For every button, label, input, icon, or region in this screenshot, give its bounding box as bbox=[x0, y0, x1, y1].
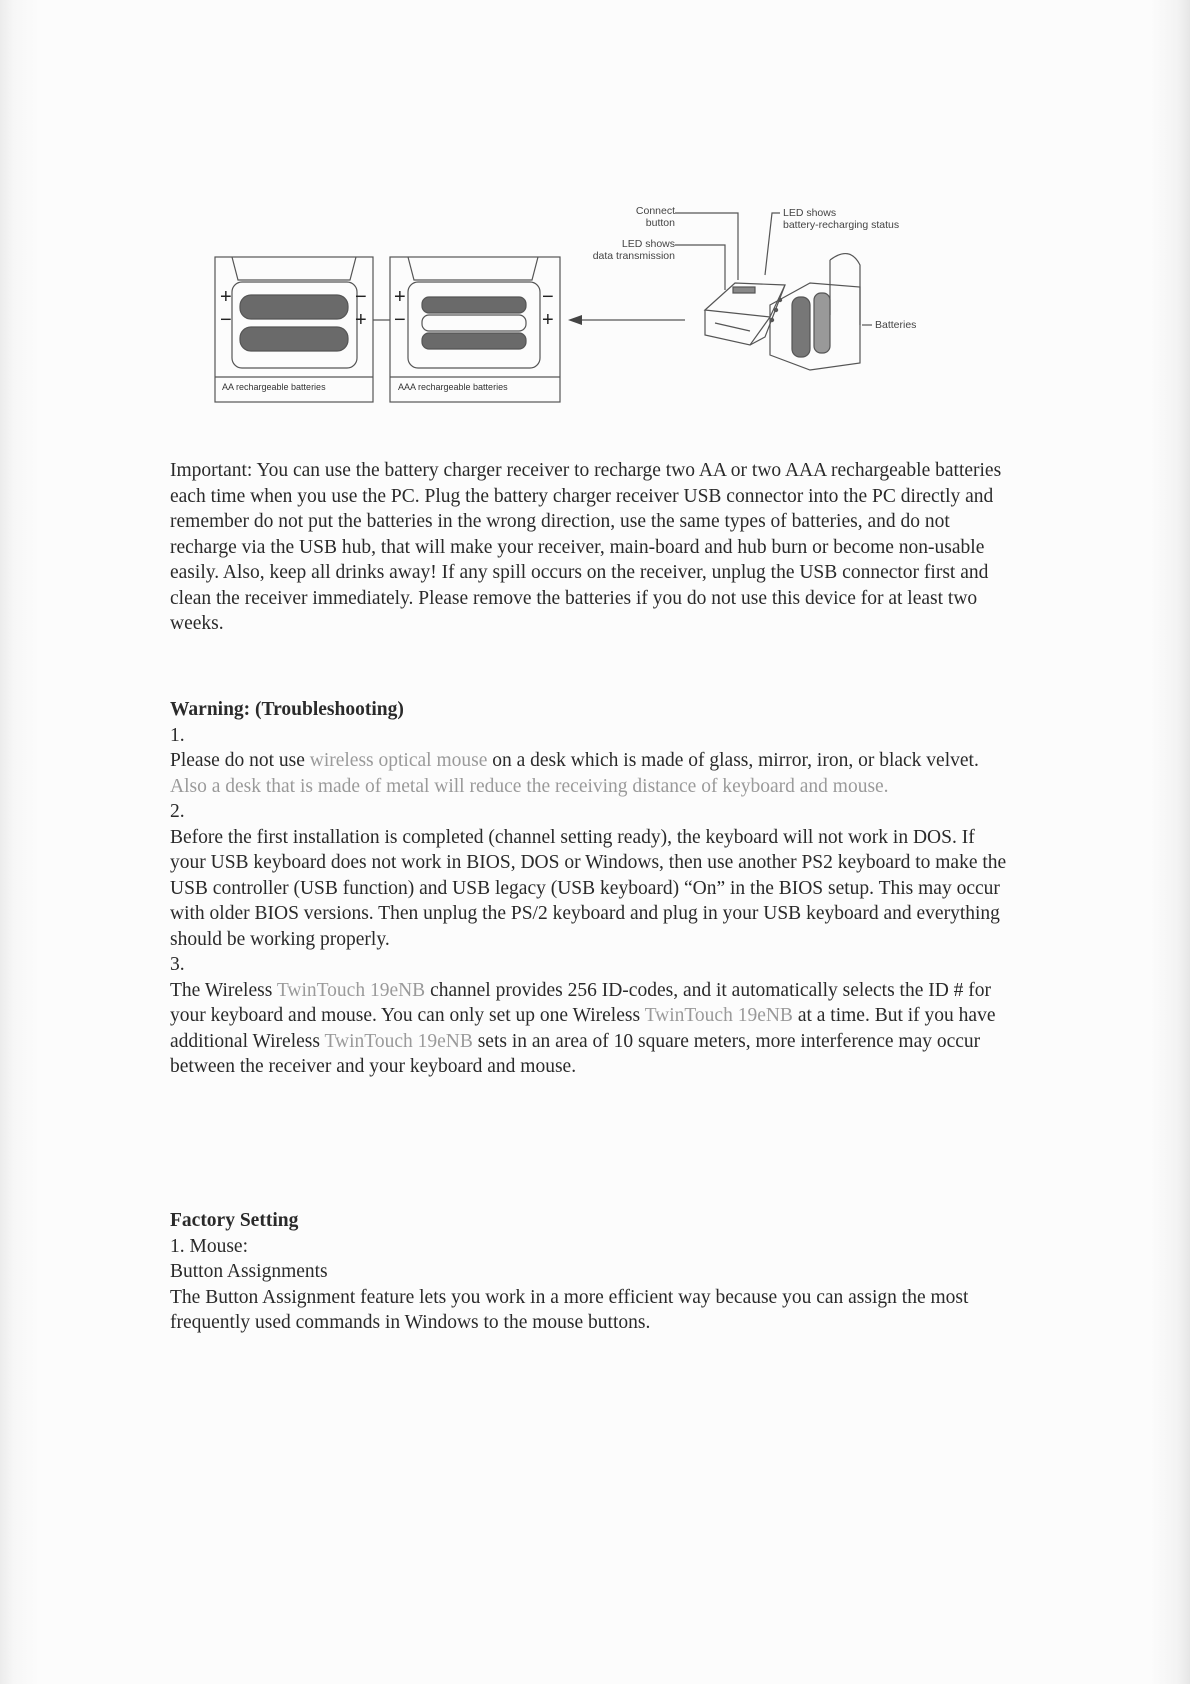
aaa-cell-top bbox=[422, 297, 526, 313]
warning-item-3-text: The Wireless bbox=[170, 979, 277, 1001]
led-battery-label: LED shows battery-recharging status bbox=[783, 207, 900, 231]
minus-sign: − bbox=[220, 309, 232, 331]
aaa-cell-bottom bbox=[422, 333, 526, 349]
factory-button-assignments: Button Assignments bbox=[170, 1261, 328, 1282]
warning-item-1-text: Please do not use bbox=[170, 750, 310, 771]
warning-item-1-note: Also a desk that is made of metal will reduce the receiving distance of keyboard and mouse. bbox=[170, 775, 889, 797]
warning-item-3-text: sets in an area of 10 square meters, more interference may occur between the receiver and your keyboard and mouse. bbox=[170, 1030, 981, 1077]
minus-sign: − bbox=[355, 286, 367, 308]
warning-item-1-product: wireless optical mouse bbox=[309, 750, 488, 771]
arrow-left-icon bbox=[568, 315, 582, 325]
aa-cell-bottom bbox=[240, 327, 348, 351]
warning-item-3-text: at a time. But if you have additional Wireless bbox=[170, 1005, 996, 1052]
warning-item-2: Before the first installation is completed (channel setting ready), the keyboard will not work in DOS. If your USB keyboard does not work in BIOS, DOS or Windows, then use another PS2 keyboard to make the USB controller (USB function) and USB legacy (USB keyboard) “On” in the BIOS setup. This may occur with older BIOS versions. Then unplug the PS/2 keyboard and plug in your USB keyboard and everything should be working properly. bbox=[170, 826, 1007, 950]
charger-illustration bbox=[210, 205, 1010, 410]
plus-sign: + bbox=[220, 286, 232, 308]
important-section bbox=[170, 458, 1010, 637]
warning-item-1 bbox=[170, 748, 1010, 799]
aaa-caption: AAA rechargeable batteries bbox=[398, 382, 508, 392]
minus-sign: − bbox=[542, 286, 554, 308]
warning-heading: Warning: (Troubleshooting) bbox=[170, 699, 404, 720]
factory-section bbox=[170, 1208, 1010, 1336]
plus-sign: + bbox=[355, 309, 367, 331]
product-name: TwinTouch 19eNB bbox=[324, 1030, 473, 1052]
important-paragraph: Important: You can use the battery charger receiver to recharge two AA or two AAA rechargeable batteries each time when you use the PC. Plug the battery charger receiver USB connector into the PC directly and remember do not put the batteries in the wrong direction, use the same types of batteries, and do not recharge via the USB hub, that will make your receiver, main-board and hub burn or become non-usable easily. Also, keep all drinks away! If any spill occurs on the receiver, unplug the USB connector first and clean the receiver immediately. Please remove the batteries if you do not use this device for at least two weeks. bbox=[170, 460, 1002, 634]
warning-item-3-text: channel provides 256 ID-codes, and it automatically selects the ID # for your keyboard and mouse. You can only set up one Wireless bbox=[170, 979, 992, 1026]
battery-charger-figure bbox=[210, 205, 1010, 410]
product-name: TwinTouch 19eNB bbox=[276, 979, 426, 1001]
warning-item-3 bbox=[170, 978, 1010, 1080]
warning-item-number: 3. bbox=[170, 954, 185, 975]
aaa-box-frame bbox=[390, 257, 560, 402]
factory-heading: Factory Setting bbox=[170, 1210, 299, 1231]
plus-sign: + bbox=[542, 309, 554, 331]
connect-button-label: Connect button bbox=[635, 205, 675, 229]
product-name: TwinTouch 19eNB bbox=[644, 1005, 793, 1026]
warning-section bbox=[170, 697, 1010, 1080]
factory-mouse: 1. Mouse: bbox=[170, 1235, 248, 1257]
warning-item-number: 1. bbox=[170, 724, 185, 746]
plus-sign: + bbox=[394, 286, 406, 308]
minus-sign: − bbox=[394, 309, 406, 331]
led-data-label: LED shows data transmission bbox=[592, 238, 675, 262]
aa-caption: AA rechargeable batteries bbox=[222, 382, 326, 392]
batteries-label: Batteries bbox=[875, 319, 917, 331]
warning-item-number: 2. bbox=[170, 801, 185, 822]
factory-description: The Button Assignment feature lets you work in a more efficient way because you can assign the most frequently used commands in Windows to the mouse buttons. bbox=[170, 1286, 969, 1333]
aa-cell-top bbox=[240, 295, 348, 319]
warning-item-1-text: on a desk which is made of glass, mirror, iron, or black velvet. bbox=[487, 750, 979, 771]
